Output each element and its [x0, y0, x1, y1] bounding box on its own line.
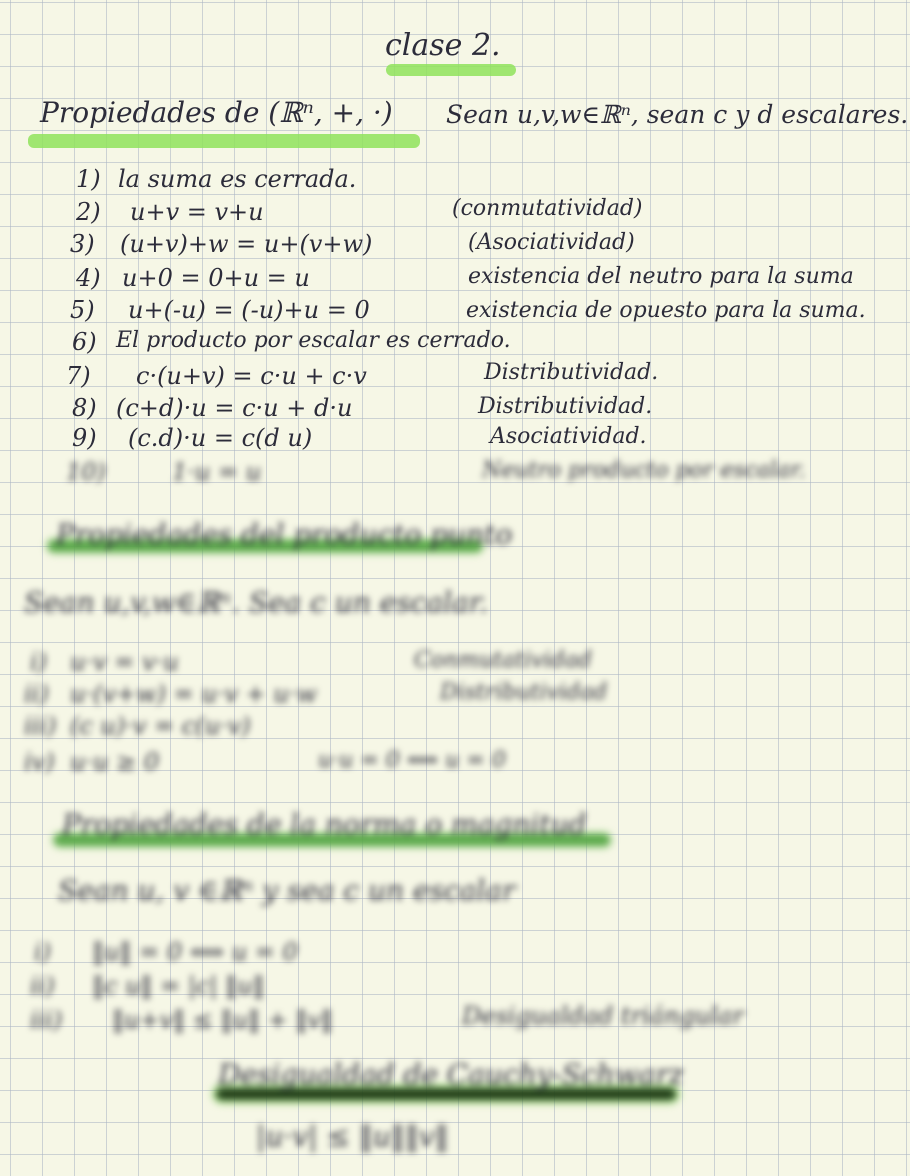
item-property-name: existencia de opuesto para la suma. — [466, 298, 866, 323]
item-expression: (c u)·v = c(u·v) — [70, 712, 251, 740]
item-number: 9) — [72, 424, 97, 452]
item-number: iii) — [30, 1006, 63, 1034]
item-number: i) — [34, 938, 52, 966]
item-expression: la suma es cerrada. — [118, 165, 357, 193]
item-number: 5) — [70, 296, 95, 324]
section3-intro: Sean u, v ∈ℝⁿ y sea c un escalar — [58, 874, 516, 907]
item-expression: ‖u+v‖ ≤ ‖u‖ + ‖v‖ — [112, 1006, 333, 1034]
item-number: 8) — [72, 394, 97, 422]
item-expression: u·v = v·u — [70, 648, 179, 676]
item-expression: c·(u+v) = c·u + c·v — [136, 362, 367, 390]
item-expression: (c+d)·u = c·u + d·u — [116, 394, 353, 422]
item-property-name: Distributividad — [440, 680, 608, 705]
item-number: 3) — [70, 230, 95, 258]
item-number: i) — [30, 648, 48, 676]
item-number: 2) — [76, 198, 101, 226]
item-number: 4) — [76, 264, 101, 292]
item-property-name: existencia del neutro para la suma — [468, 264, 854, 289]
item-number: iii) — [24, 712, 57, 740]
item-property-name: u·u = 0 ⟺ u = 0 — [318, 748, 506, 773]
item-expression: ‖c u‖ = |c| ‖u‖ — [92, 972, 265, 1000]
item-expression: (c.d)·u = c(d u) — [128, 424, 313, 452]
section2-heading: Propiedades del producto punto — [56, 518, 513, 551]
item-number: ii) — [24, 680, 49, 708]
item-number: ii) — [30, 972, 55, 1000]
item-property-name: Distributividad. — [478, 394, 653, 419]
cauchy-schwarz-formula: |u·v| ≤ ‖u‖‖v‖ — [256, 1120, 449, 1153]
item-expression: ‖u‖ = 0 ⟺ u = 0 — [92, 938, 298, 966]
item-expression: u·(v+w) = u·v + u·w — [70, 680, 318, 708]
item-property-name: Asociatividad. — [490, 424, 647, 449]
section2-intro: Sean u,v,w∈ℝⁿ. Sea c un escalar. — [24, 586, 488, 619]
section3-heading: Propiedades de la norma o magnitud — [62, 808, 587, 841]
item-property-name: Conmutatividad — [414, 648, 592, 673]
item-expression: u+0 = 0+u = u — [122, 264, 310, 292]
item-expression: 1·u = u — [172, 458, 262, 486]
item-property-name: (conmutatividad) — [452, 196, 643, 221]
item-property-name: Desigualdad triángular — [462, 1002, 744, 1030]
item-property-name: Neutro producto por escalar. — [482, 458, 806, 483]
item-number: iv) — [24, 748, 55, 776]
item-number: 6) — [72, 328, 97, 356]
item-property-name: Distributividad. — [484, 360, 659, 385]
item-expression: (u+v)+w = u+(v+w) — [120, 230, 373, 258]
item-number: 7) — [66, 362, 91, 390]
title-highlight — [386, 64, 516, 76]
section1-heading-highlight — [28, 134, 420, 148]
item-expression: u+(-u) = (-u)+u = 0 — [128, 296, 370, 324]
page-title: clase 2. — [385, 28, 501, 63]
item-number: 10) — [66, 458, 106, 486]
item-number: 1) — [76, 165, 101, 193]
item-property-name: (Asociatividad) — [468, 230, 635, 255]
item-expression: u+v = v+u — [130, 198, 264, 226]
section1-intro: Sean u,v,w∈ℝⁿ, sean c y d escalares. — [446, 100, 909, 129]
item-expression: u·u ≥ 0 — [70, 748, 160, 776]
section4-heading: Desigualdad de Cauchy-Schwarz — [218, 1058, 684, 1091]
section1-heading: Propiedades de (ℝⁿ, +, ·) — [40, 96, 393, 129]
item-expression: El producto por escalar es cerrado. — [116, 328, 511, 353]
